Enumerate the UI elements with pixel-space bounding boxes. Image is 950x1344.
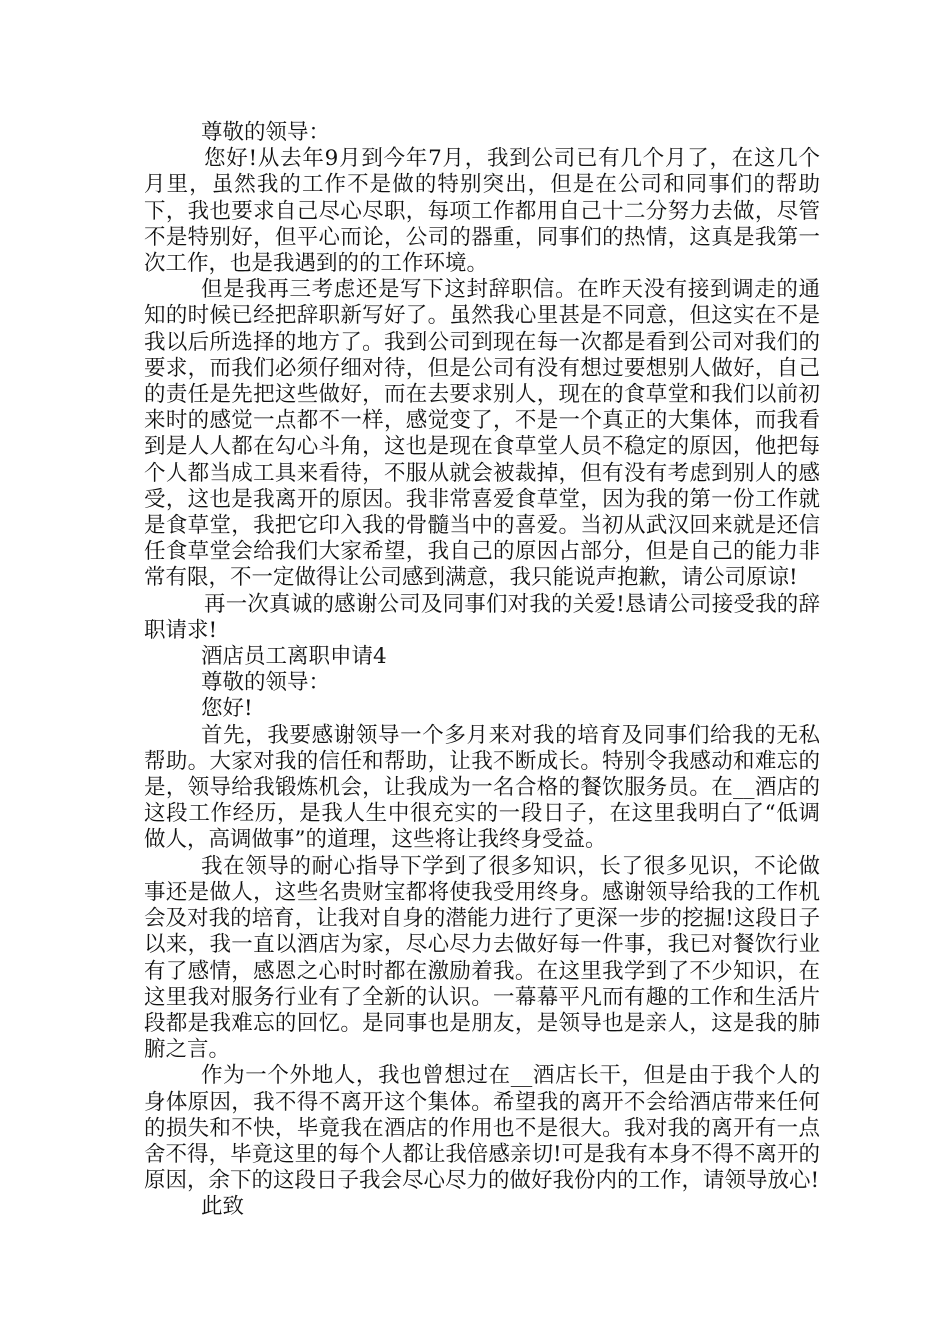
section-title: 酒店员工离职申请4 [201, 644, 387, 670]
body-paragraph: 作为一个外地人，我也曾想过在__酒店长干，但是由于我个人的身体原因，我不得不离开这个集体。希望我的离开不会给酒店带来任何的损失和不快，毕竟我在酒店的作用也不是很大。我对我的离开有一点舍不得，毕竟这里的每个人都让我倍感亲切!可是我有本身不得不离开的原因，余下的这段日子我会尽心尽力的做好我份内的工作，请领导放心! [144, 1063, 820, 1194]
body-paragraph: 再一次真诚的感谢公司及同事们对我的关爱!恳请公司接受我的辞职请求! [144, 591, 820, 643]
body-paragraph: 您好!从去年9月到今年7月，我到公司已有几个月了，在这几个月里，虽然我的工作不是做的特别突出，但是在公司和同事们的帮助下，我也要求自己尽心尽职，每项工作都用自己十二分努力去做，尽管不是特别好，但平心而论，公司的器重，同事们的热情，这真是我第一次工作，也是我遇到的的工作环境。 [144, 146, 820, 277]
closing: 此致 [201, 1194, 245, 1220]
letter-body [144, 120, 820, 1221]
body-paragraph: 但是我再三考虑还是写下这封辞职信。在昨天没有接到调走的通知的时候已经把辞职新写好了。虽然我心里甚是不同意，但这实在不是我以后所选择的地方了。我到公司到现在每一次都是看到公司对我们的要求，而我们必须仔细对待，但是公司有没有想过要想别人做好，自己的责任是先把这些做好，而在去要求别人，现在的食草堂和我们以前初来时的感觉一点都不一样，感觉变了，不是一个真正的大集体，而我看到是人人都在勾心斗角，这也是现在食草堂人员不稳定的原因，他把每个人都当成工具来看待，不服从就会被裁掉，但有没有考虑到别人的感受，这也是我离开的原因。我非常喜爱食草堂，因为我的第一份工作就是食草堂，我把它印入我的骨髓当中的喜爱。当初从武汉回来就是还信任食草堂会给我们大家希望，我自己的原因占部分，但是自己的能力非常有限，不一定做得让公司感到满意，我只能说声抱歉，请公司原谅! [144, 277, 820, 591]
greeting: 您好! [201, 696, 253, 722]
body-paragraph: 我在领导的耐心指导下学到了很多知识，长了很多见识，不论做事还是做人，这些名贵财宝都将使我受用终身。感谢领导给我的工作机会及对我的培育，让我对自身的潜能力进行了更深一步的挖掘!这段日子以来，我一直以酒店为家，尽心尽力去做好每一件事，我已对餐饮行业有了感情，感恩之心时时都在激励着我。在这里我学到了不少知识，在这里我对服务行业有了全新的认识。一幕幕平凡而有趣的工作和生活片段都是我难忘的回忆。是同事也是朋友，是领导也是亲人，这是我的肺腑之言。 [144, 853, 820, 1063]
salutation: 尊敬的领导： [201, 670, 331, 696]
salutation: 尊敬的领导： [201, 120, 331, 145]
body-paragraph: 首先，我要感谢领导一个多月来对我的培育及同事们给我的无私帮助。大家对我的信任和帮助，让我不断成长。特别令我感动和难忘的是，领导给我锻炼机会，让我成为一名合格的餐饮服务员。在__酒店的这段工作经历，是我人生中很充实的一段日子，在这里我明白了“低调做人，高调做事”的道理，这些将让我终身受益。 [144, 722, 820, 853]
